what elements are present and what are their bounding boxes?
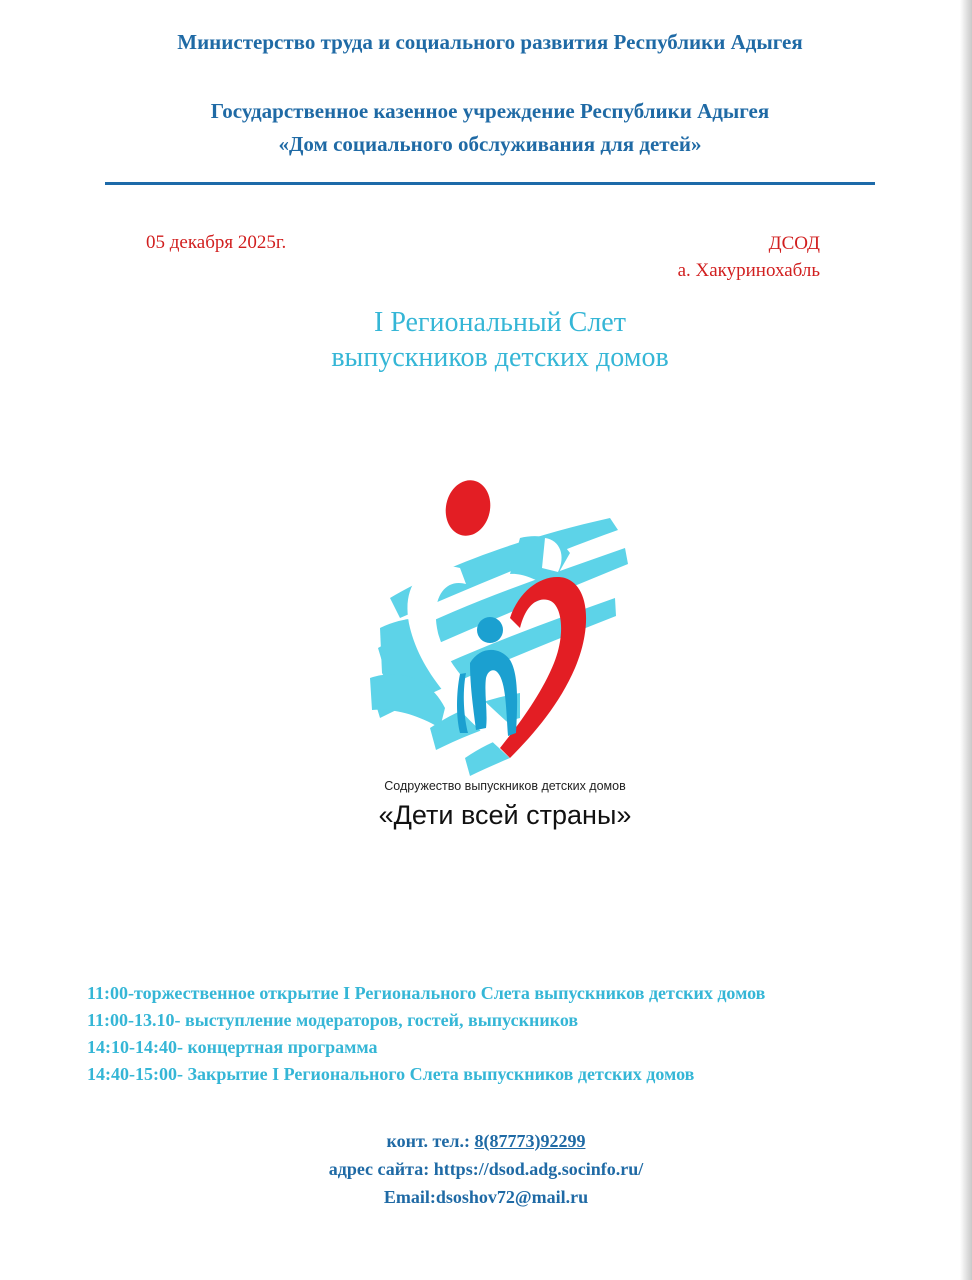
contact-block <box>0 1127 972 1211</box>
event-title <box>0 305 972 375</box>
header-divider <box>105 182 875 185</box>
org-short-name: ДСОД <box>768 233 820 254</box>
venue-block <box>678 230 820 284</box>
schedule-item: 14:40-15:00- Закрытие I Регионального Слета выпускников детских домов <box>87 1064 695 1084</box>
event-schedule <box>87 980 765 1088</box>
schedule-item: 14:10-14:40- концертная программа <box>87 1037 378 1057</box>
contact-email-row <box>0 1183 972 1211</box>
schedule-item: 11:00-торжественное открытие I Регионального Слета выпускников детских домов <box>87 983 766 1003</box>
email-label: Email: <box>383 1187 436 1207</box>
email-link[interactable]: dsoshov72@mail.ru <box>435 1187 589 1207</box>
contact-site-row <box>0 1155 972 1183</box>
venue-location: а. Хакуринохабль <box>677 260 820 281</box>
contact-phone-row <box>0 1127 972 1155</box>
site-label: адрес сайта: <box>328 1159 434 1179</box>
institution-name: Государственное казенное учреждение Республики Адыгея <box>210 99 770 123</box>
page-edge-shadow <box>960 0 972 1280</box>
logo-caption-large: «Дети всей страны» <box>378 800 632 830</box>
logo-caption-small: Содружество выпускников детских домов <box>384 779 626 793</box>
phone-link[interactable]: 8(87773)92299 <box>474 1131 586 1151</box>
logo-red-head <box>441 478 496 540</box>
ministry-heading: Министерство труда и социального развития Республики Адыгея <box>177 30 803 54</box>
phone-label: конт. тел.: <box>386 1131 475 1151</box>
institution-full-title: «Дом социального обслуживания для детей» <box>278 132 702 156</box>
institution-heading <box>0 95 972 161</box>
document-date: 05 декабря 2025г. <box>146 232 287 253</box>
event-title-line-2: выпускников детских домов <box>331 342 669 373</box>
site-link[interactable]: https://dsod.adg.socinfo.ru/ <box>433 1159 644 1179</box>
logo-heart-family <box>370 478 640 840</box>
logo-blue-child-head <box>477 617 503 643</box>
event-title-line-1: I Региональный Слет <box>374 307 626 338</box>
schedule-item: 11:00-13.10- выступление модераторов, гостей, выпускников <box>87 1010 579 1030</box>
